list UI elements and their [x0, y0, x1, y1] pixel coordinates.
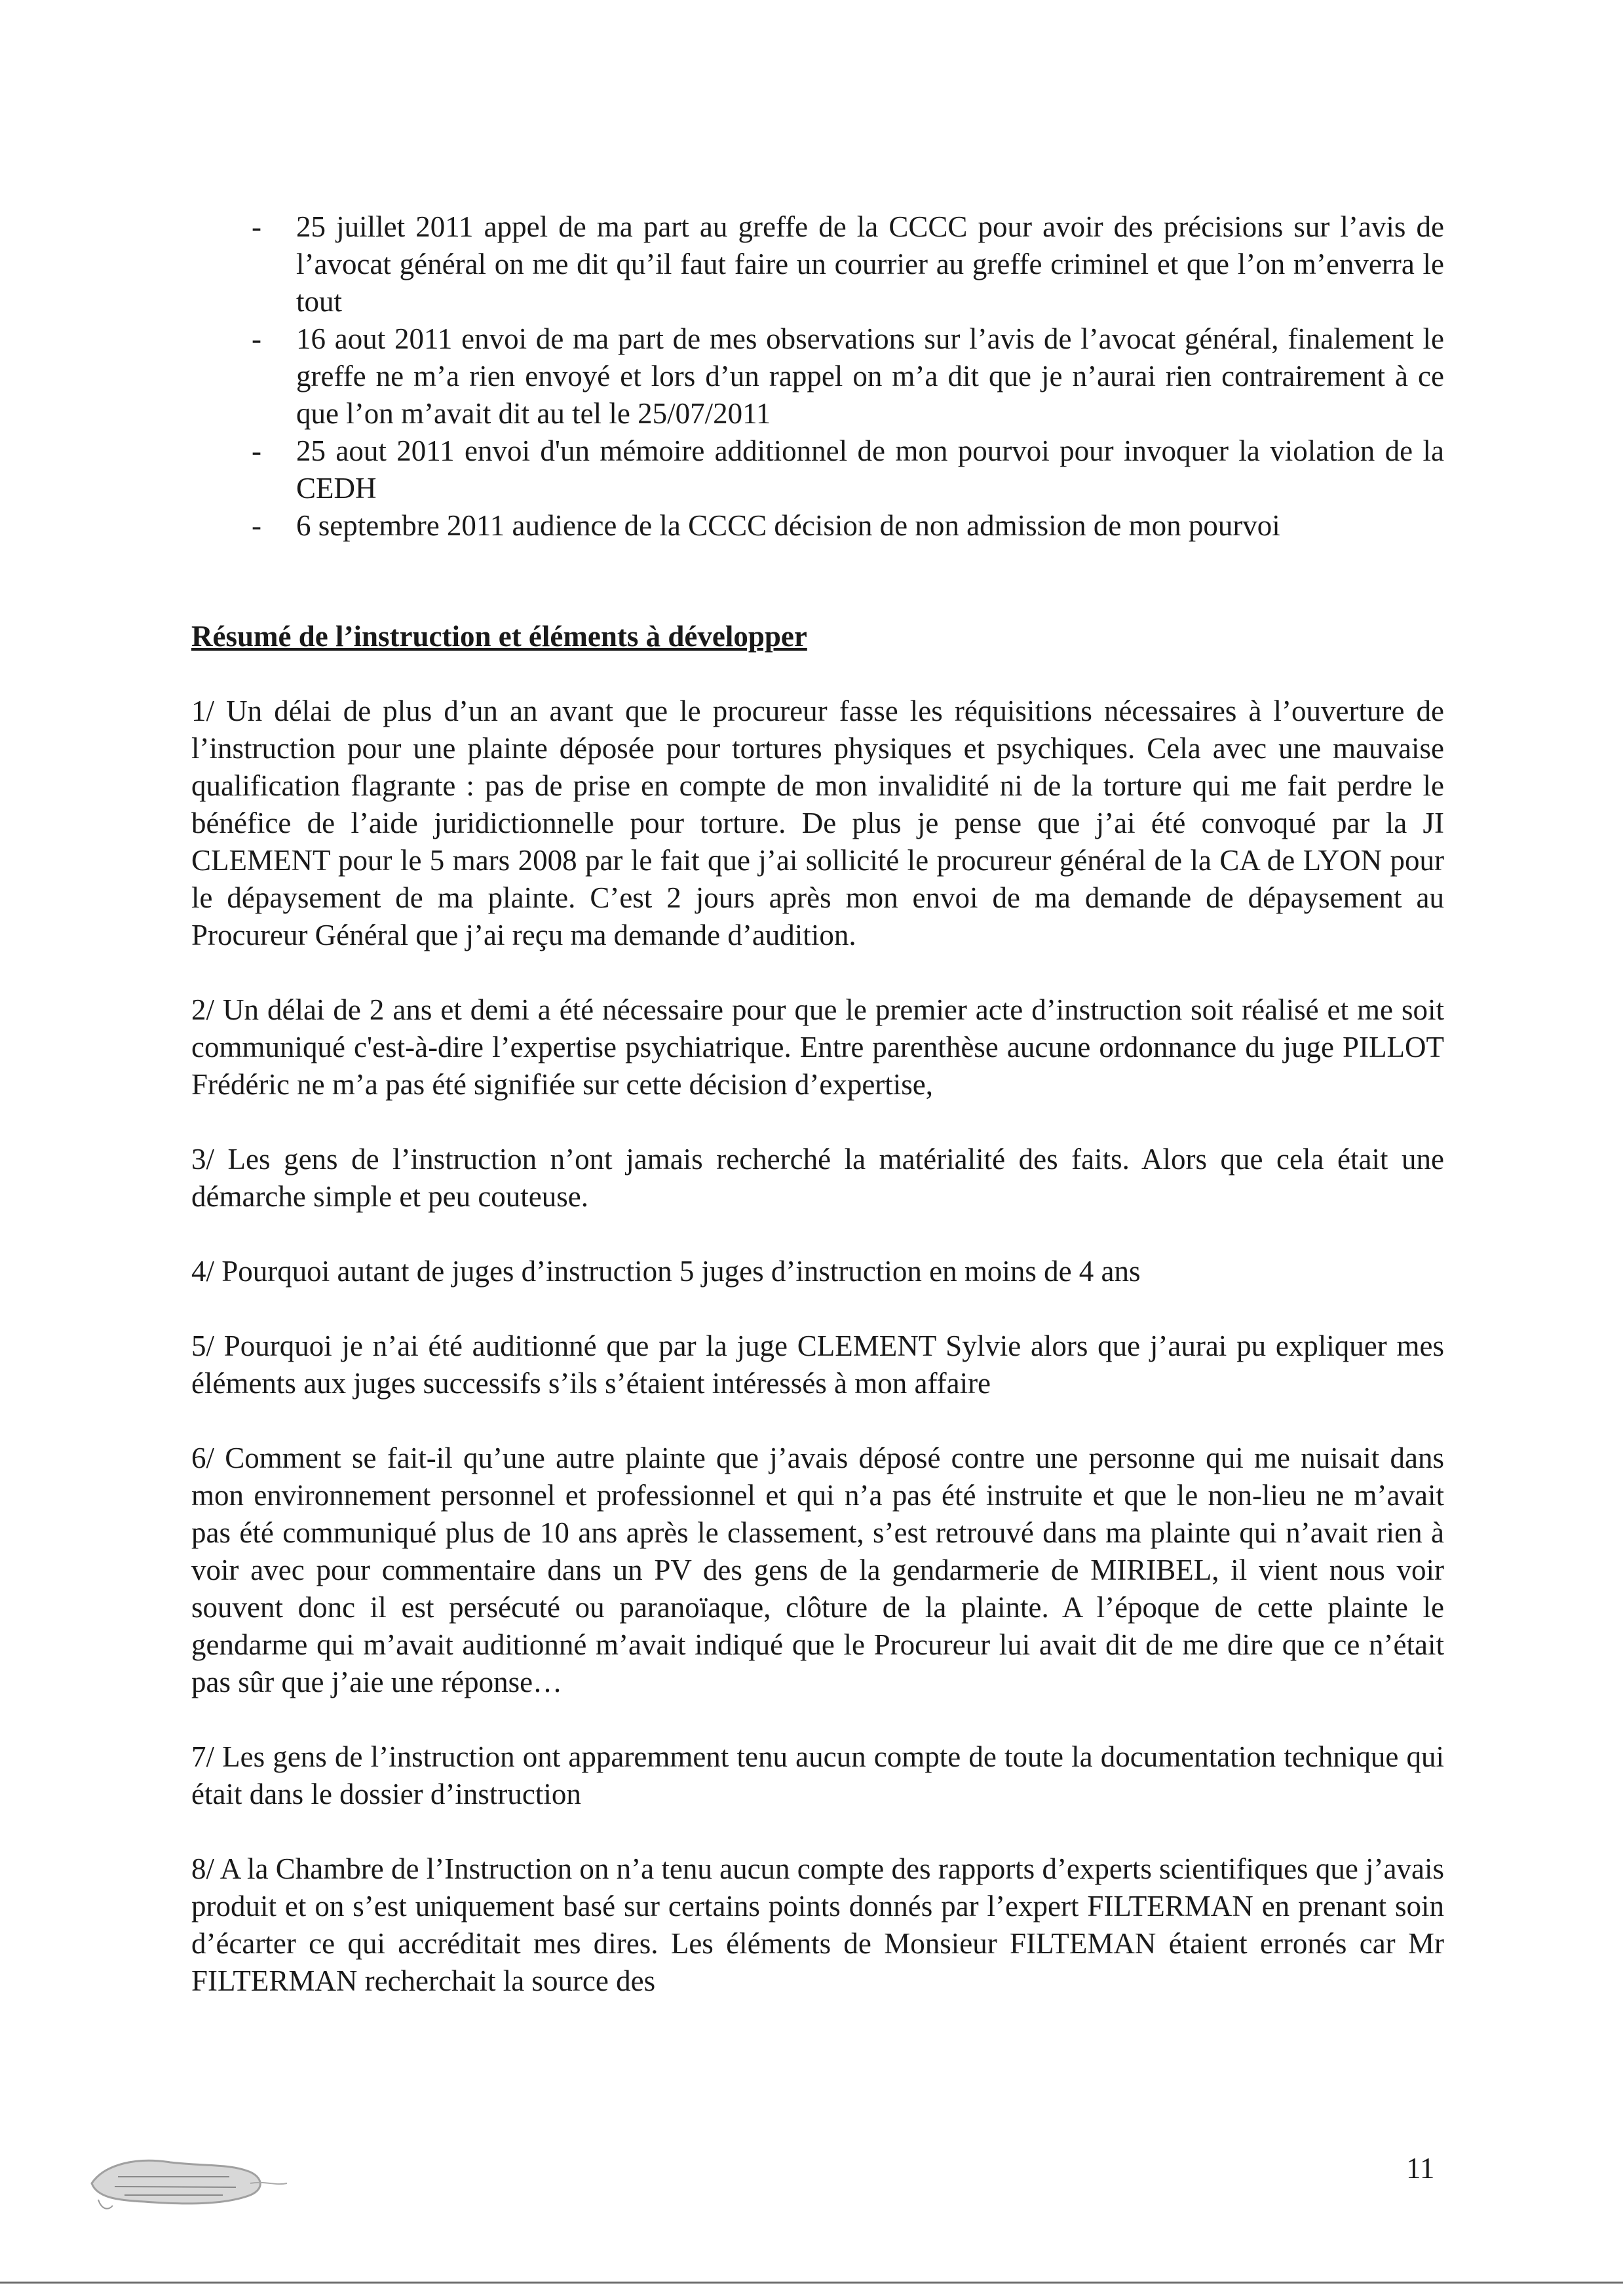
list-item-text: 25 aout 2011 envoi d'un mémoire additionnel de mon pourvoi pour invoquer la violation de la CEDH	[296, 434, 1444, 505]
bottom-rule	[0, 2282, 1623, 2284]
paragraph: 2/ Un délai de 2 ans et demi a été nécessaire pour que le premier acte d’instruction soit réalisé et me soit communiqué c'est-à-dire l’expertise psychiatrique. Entre parenthèse aucune ordonnance du juge PILLOT Frédéric ne m’a pas été signifiée sur cette décision d’expertise,	[191, 993, 1444, 1101]
list-item	[191, 507, 1444, 545]
list-item-text: 6 septembre 2011 audience de la CCCC décision de non admission de mon pourvoi	[296, 509, 1280, 542]
paragraph: 7/ Les gens de l’instruction ont apparemment tenu aucun compte de toute la documentation technique qui était dans le dossier d’instruction	[191, 1740, 1444, 1810]
list-item	[191, 432, 1444, 507]
paragraph: 3/ Les gens de l’instruction n’ont jamais recherché la matérialité des faits. Alors que cela était une démarche simple et peu couteuse.	[191, 1143, 1444, 1213]
bullet-dash: -	[252, 434, 261, 467]
paragraph: 1/ Un délai de plus d’un an avant que le procureur fasse les réquisitions nécessaires à l’ouverture de l’instruction pour une plainte déposée pour tortures physiques et psychiques. Cela avec une mauvaise qualification flagrante : pas de prise en compte de mon invalidité ni de la torture qui me fait perdre le bénéfice de l’aide juridictionnelle pour torture. De plus je pense que j’ai été convoqué par la JI CLEMENT pour le 5 mars 2008 par le fait que j’ai sollicité le procureur général de la CA de LYON pour le dépaysement de ma plainte. C’est 2 jours après mon envoi de ma demande de dépaysement au Procureur Général que j’ai reçu ma demande d’audition.	[191, 695, 1444, 951]
list-item-text: 25 juillet 2011 appel de ma part au greffe de la CCCC pour avoir des précisions sur l’avis de l’avocat général on me dit qu’il faut faire un courrier au greffe criminel et que l’on m’enverra le tout	[296, 210, 1444, 318]
section-heading: Résumé de l’instruction et éléments à développer	[191, 620, 807, 653]
list-item-text: 16 aout 2011 envoi de ma part de mes observations sur l’avis de l’avocat général, finalement le greffe ne m’a rien envoyé et lors d’un rappel on m’a dit que je n’aurai rien contrairement à ce que l’on m’avait dit au tel le 25/07/2011	[296, 322, 1444, 430]
list-item	[191, 208, 1444, 320]
paragraph: 8/ A la Chambre de l’Instruction on n’a tenu aucun compte des rapports d’experts scientifiques que j’avais produit et on s’est uniquement basé sur certains points donnés par l’expert FILTERMAN en prenant soin d’écarter ce qui accréditait mes dires. Les éléments de Monsieur FILTEMAN étaient erronés car Mr FILTERMAN recherchait la source des	[191, 1852, 1444, 1997]
bullet-dash: -	[252, 210, 261, 243]
timeline-list	[191, 208, 1444, 545]
bullet-dash: -	[252, 509, 261, 542]
list-item	[191, 320, 1444, 432]
paragraph: 6/ Comment se fait-il qu’une autre plainte que j’avais déposé contre une personne qui me nuisait dans mon environnement personnel et professionnel et qui n’a pas été instruite et que le non-lieu ne m’avait pas été communiqué plus de 10 ans après le classement, s’est retrouvé dans ma plainte qui n’avait rien à voir avec pour commentaire dans un PV des gens de la gendarmerie de MIRIBEL, il vient nous voir souvent donc il est persécuté ou paranoïaque, clôture de la plainte. A l’époque de cette plainte le gendarme qui m’avait auditionné m’avait indiqué que le Procureur lui avait dit de me dire que ce n’était pas sûr que j’aie une réponse…	[191, 1442, 1444, 1698]
bullet-dash: -	[252, 322, 261, 355]
paragraph: 4/ Pourquoi autant de juges d’instruction 5 juges d’instruction en moins de 4 ans	[191, 1255, 1141, 1288]
paragraph: 5/ Pourquoi je n’ai été auditionné que par la juge CLEMENT Sylvie alors que j’aurai pu expliquer mes éléments aux juges successifs s’ils s’étaient intéressés à mon affaire	[191, 1330, 1444, 1400]
page-content	[191, 208, 1444, 2029]
page-number: 11	[1406, 2152, 1435, 2185]
stamp-mark	[79, 2137, 295, 2216]
